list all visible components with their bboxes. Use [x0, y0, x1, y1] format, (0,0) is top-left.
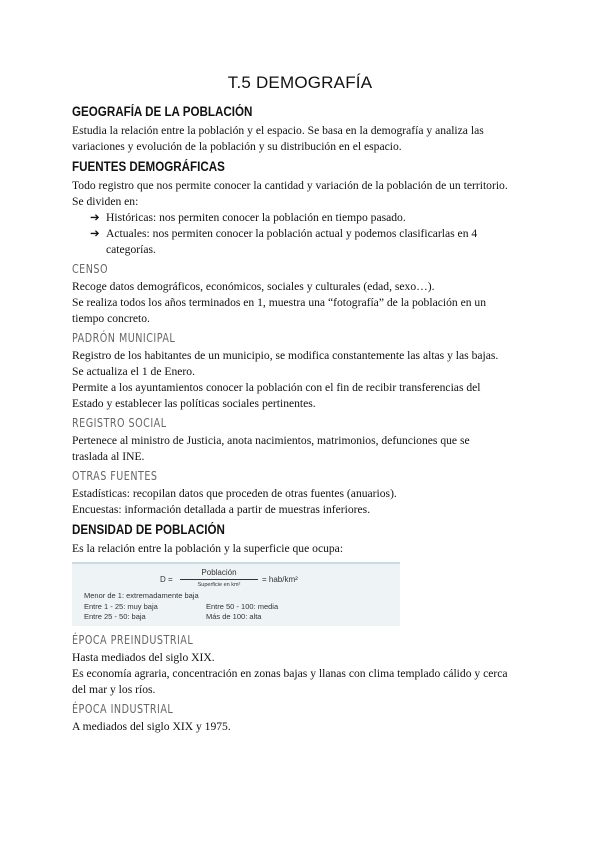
paragraph-line: del mar y los ríos.	[72, 683, 156, 696]
list-item	[90, 210, 532, 226]
density-scale-item: Menor de 1: extremadamente baja	[84, 591, 199, 600]
paragraph-line: Recoge datos demográficos, económicos, sociales y culturales (edad, sexo…).	[72, 280, 435, 293]
list-item-text: categorías.	[106, 243, 156, 256]
paragraph-line: traslada al INE.	[72, 450, 145, 463]
density-scale-item: Entre 1 - 25: muy baja	[84, 602, 158, 611]
heading-otras: OTRAS FUENTES	[72, 469, 158, 483]
density-scale-item: Entre 50 - 100: media	[206, 602, 279, 611]
fraction-bar	[180, 579, 258, 580]
heading-censo: CENSO	[72, 262, 108, 276]
heading-preindustrial: ÉPOCA PREINDUSTRIAL	[72, 633, 194, 647]
paragraph-line: variaciones y evolución de la población y su distribución en el espacio.	[72, 140, 402, 153]
paragraph-line: Se dividen en:	[72, 195, 139, 208]
list-item	[90, 226, 532, 258]
heading-fuentes: FUENTES DEMOGRÁFICAS	[72, 159, 225, 174]
heading-padron: PADRÓN MUNICIPAL	[72, 331, 176, 345]
sources-list	[72, 210, 532, 258]
list-item-text: Históricas: nos permiten conocer la población en tiempo pasado.	[106, 211, 406, 224]
heading-industrial: ÉPOCA INDUSTRIAL	[72, 702, 174, 716]
paragraph-line: Hasta mediados del siglo XIX.	[72, 651, 215, 664]
density-scale-item: Entre 25 - 50: baja	[84, 612, 146, 621]
formula-lhs: D =	[160, 575, 173, 584]
paragraph-line: A mediados del siglo XIX y 1975.	[72, 720, 231, 733]
paragraph-line: tiempo concreto.	[72, 312, 150, 325]
paragraph-line: Todo registro que nos permite conocer la cantidad y variación de la población de un territorio.	[72, 179, 508, 192]
list-item-text: Actuales: nos permiten conocer la población actual y podemos clasificarlas en 4	[106, 227, 478, 240]
heading-registro: REGISTRO SOCIAL	[72, 416, 167, 430]
heading-geografia: GEOGRAFÍA DE LA POBLACIÓN	[72, 104, 253, 119]
density-scale-item: Más de 100: alta	[206, 612, 262, 621]
paragraph-line: Estudia la relación entre la población y el espacio. Se basa en la demografía y analiza las	[72, 124, 484, 137]
formula-fraction	[180, 568, 258, 589]
arrow-icon: ➔	[90, 227, 100, 240]
document-title: T.5 DEMOGRAFÍA	[227, 73, 373, 92]
document-content	[72, 100, 532, 735]
paragraph-line: Encuestas: información detallada a partir de muestras inferiores.	[72, 503, 371, 516]
paragraph-line: Se actualiza el 1 de Enero.	[72, 365, 195, 378]
paragraph-line: Pertenece al ministro de Justicia, anota nacimientos, matrimonios, defunciones que se	[72, 434, 470, 447]
density-formula-image	[72, 562, 400, 626]
paragraph-line: Permite a los ayuntamientos conocer la población con el fin de recibir transferencias del	[72, 381, 481, 394]
formula-rhs: = hab/km²	[262, 575, 298, 584]
paragraph-line: Registro de los habitantes de un municipio, se modifica constantemente las altas y las bajas.	[72, 349, 499, 362]
arrow-icon: ➔	[90, 211, 100, 224]
heading-densidad: DENSIDAD DE POBLACIÓN	[72, 522, 225, 537]
formula-denominator: Superficie en km²	[197, 582, 241, 588]
density-formula	[160, 568, 360, 590]
paragraph-line: Estadísticas: recopilan datos que proceden de otras fuentes (anuarios).	[72, 487, 397, 500]
paragraph-line: Es la relación entre la población y la superficie que ocupa:	[72, 542, 344, 555]
paragraph-line: Estado y establecer las políticas sociales pertinentes.	[72, 397, 316, 410]
paragraph-line: Es economía agraria, concentración en zonas bajas y llanas con clima templado cálido y cerca	[72, 667, 508, 680]
paragraph-line: Se realiza todos los años terminados en 1, muestra una “fotografía” de la población en un	[72, 296, 487, 309]
formula-numerator: Población	[201, 568, 237, 577]
